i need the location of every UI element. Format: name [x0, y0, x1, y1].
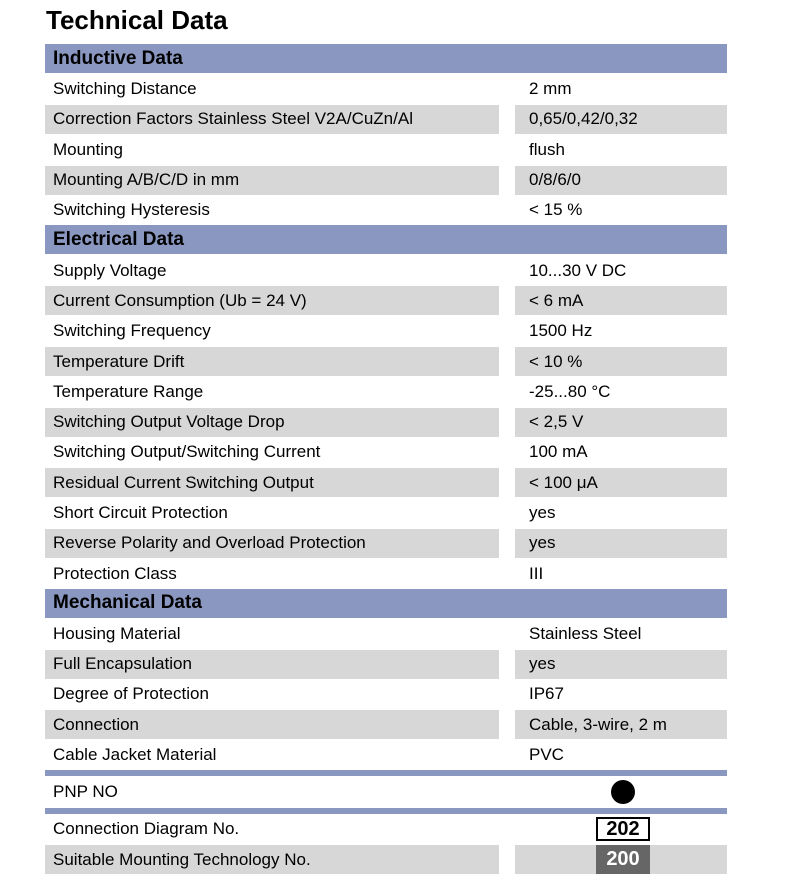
row-value: 10...30 V DC	[529, 260, 627, 280]
technical-data-table	[45, 44, 727, 875]
row-label: Connection	[45, 710, 499, 739]
row-value: 1500 Hz	[529, 321, 593, 341]
row-label: Switching Output Voltage Drop	[45, 408, 499, 437]
row-label: Temperature Range	[53, 381, 204, 401]
row-label: Switching Frequency	[53, 321, 211, 341]
row-label: Correction Factors Stainless Steel V2A/CuZn/Al	[45, 105, 499, 134]
row-value: Stainless Steel	[529, 623, 642, 643]
table-row	[45, 649, 727, 679]
row-value: Cable, 3-wire, 2 m	[515, 710, 727, 739]
table-row	[45, 135, 727, 165]
row-label: Protection Class	[53, 563, 177, 583]
table-row	[45, 528, 727, 558]
row-value: yes	[529, 503, 556, 522]
row-value: 100 mA	[529, 442, 588, 462]
row-label: Switching Distance	[53, 79, 197, 99]
row-label: Full Encapsulation	[45, 650, 499, 679]
row-label: Supply Voltage	[53, 260, 167, 280]
row-label: Switching Hysteresis	[53, 200, 210, 220]
mounting-technology-number: 200	[596, 845, 650, 874]
row-value: IP67	[529, 684, 564, 704]
section-header-mechanical: Mechanical Data	[45, 589, 727, 618]
row-value: flush	[529, 139, 565, 159]
row-value: < 10 %	[515, 347, 727, 376]
table-row	[45, 710, 727, 740]
table-row	[45, 498, 727, 528]
filled-dot-icon	[611, 780, 635, 804]
connection-diagram-row	[45, 814, 727, 845]
table-row	[45, 679, 727, 709]
connection-diagram-label: Connection Diagram No.	[53, 819, 240, 839]
table-row	[45, 468, 727, 498]
row-label: Reverse Polarity and Overload Protection	[45, 529, 499, 558]
table-row	[45, 437, 727, 467]
row-label: Temperature Drift	[45, 347, 499, 376]
row-value: PVC	[529, 745, 564, 765]
table-row	[45, 740, 727, 770]
row-label: Mounting	[53, 139, 123, 159]
row-value: 0,65/0,42/0,32	[515, 105, 727, 134]
output-type-row	[45, 776, 727, 808]
row-label: Cable Jacket Material	[53, 745, 217, 765]
row-value: 0/8/6/0	[515, 166, 727, 195]
table-row	[45, 619, 727, 649]
page-title: Technical Data	[46, 5, 228, 35]
row-value: 2 mm	[529, 79, 572, 99]
table-row	[45, 255, 727, 285]
row-value: III	[529, 563, 544, 583]
row-label: Degree of Protection	[53, 684, 209, 704]
row-label: Residual Current Switching Output	[45, 468, 499, 497]
table-row	[45, 346, 727, 376]
row-label: Housing Material	[53, 623, 181, 643]
table-row	[45, 165, 727, 195]
table-row	[45, 74, 727, 104]
section-header-inductive: Inductive Data	[45, 44, 727, 73]
table-row	[45, 286, 727, 316]
row-value: < 15 %	[529, 200, 583, 220]
connection-diagram-number: 202	[596, 817, 650, 841]
mounting-technology-label: Suitable Mounting Technology No.	[45, 845, 499, 874]
row-label: Short Circuit Protection	[53, 503, 228, 522]
mounting-technology-row	[45, 845, 727, 876]
row-label: Mounting A/B/C/D in mm	[45, 166, 499, 195]
section-header-electrical: Electrical Data	[45, 225, 727, 254]
output-type-label: PNP NO	[53, 782, 118, 802]
row-value: yes	[515, 529, 727, 558]
row-label: Switching Output/Switching Current	[53, 442, 321, 462]
row-value: < 100 μA	[515, 468, 727, 497]
table-row	[45, 316, 727, 346]
table-row	[45, 104, 727, 134]
table-row	[45, 407, 727, 437]
table-row	[45, 377, 727, 407]
table-row	[45, 558, 727, 588]
row-value: < 2,5 V	[515, 408, 727, 437]
row-value: yes	[515, 650, 727, 679]
row-value: -25...80 °C	[529, 381, 611, 401]
table-row	[45, 195, 727, 225]
row-label: Current Consumption (Ub = 24 V)	[45, 286, 499, 315]
row-value: < 6 mA	[515, 286, 727, 315]
